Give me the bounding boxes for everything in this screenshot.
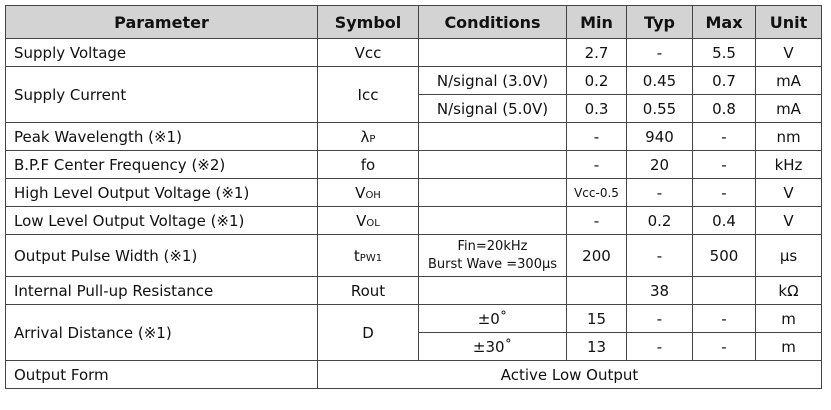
header-row	[6, 6, 822, 39]
spec-table	[5, 5, 822, 389]
table-row	[6, 277, 822, 305]
param-cell: B.P.F Center Frequency (※2)	[6, 151, 318, 179]
min-cell: -	[567, 151, 627, 179]
table-row	[6, 207, 822, 235]
unit-cell: nm	[756, 123, 822, 151]
symbol-cell: D	[318, 305, 419, 361]
symbol-cell	[318, 235, 419, 277]
table-row	[6, 67, 822, 95]
conditions-cell: ±0˚	[419, 305, 567, 333]
table-row	[6, 39, 822, 67]
param-cell: Peak Wavelength (※1)	[6, 123, 318, 151]
max-cell: 0.8	[693, 95, 756, 123]
typ-cell: -	[627, 235, 693, 277]
conditions-cell	[419, 277, 567, 305]
typ-cell: 0.2	[627, 207, 693, 235]
min-cell	[567, 277, 627, 305]
typ-cell: -	[627, 179, 693, 207]
output-form-value: Active Low Output	[318, 361, 822, 389]
conditions-cell	[419, 151, 567, 179]
min-cell: -	[567, 123, 627, 151]
typ-cell: -	[627, 305, 693, 333]
symbol-cell: fo	[318, 151, 419, 179]
symbol-main: V	[356, 211, 367, 230]
header-max: Max	[693, 6, 756, 39]
symbol-cell: Vcc	[318, 39, 419, 67]
conditions-cell	[419, 235, 567, 277]
param-cell: High Level Output Voltage (※1)	[6, 179, 318, 207]
symbol-main: V	[355, 183, 366, 202]
typ-cell: -	[627, 333, 693, 361]
unit-cell: m	[756, 305, 822, 333]
min-cell: -	[567, 207, 627, 235]
spec-table-container	[5, 5, 822, 389]
conditions-cell	[419, 179, 567, 207]
max-cell: -	[693, 179, 756, 207]
table-header	[6, 6, 822, 39]
symbol-main: t	[353, 246, 360, 265]
typ-cell: 940	[627, 123, 693, 151]
symbol-subscript: OH	[365, 189, 381, 201]
unit-cell: μs	[756, 235, 822, 277]
max-cell: 500	[693, 235, 756, 277]
min-cell: 2.7	[567, 39, 627, 67]
condition-line: Fin=20kHz	[457, 238, 528, 254]
conditions-cell	[419, 39, 567, 67]
header-unit: Unit	[756, 6, 822, 39]
typ-cell: 20	[627, 151, 693, 179]
symbol-cell: Icc	[318, 67, 419, 123]
param-cell: Low Level Output Voltage (※1)	[6, 207, 318, 235]
param-cell: Output Pulse Width (※1)	[6, 235, 318, 277]
typ-cell: 0.45	[627, 67, 693, 95]
max-cell: -	[693, 305, 756, 333]
max-cell: -	[693, 333, 756, 361]
typ-cell: -	[627, 39, 693, 67]
param-cell: Supply Current	[6, 67, 318, 123]
header-typ: Typ	[627, 6, 693, 39]
symbol-cell	[318, 123, 419, 151]
unit-cell: kΩ	[756, 277, 822, 305]
min-cell: 200	[567, 235, 627, 277]
max-cell	[693, 277, 756, 305]
unit-cell: mA	[756, 67, 822, 95]
symbol-subscript: OL	[366, 217, 380, 229]
param-cell: Output Form	[6, 361, 318, 389]
unit-cell: V	[756, 39, 822, 67]
table-row	[6, 305, 822, 333]
max-cell: 5.5	[693, 39, 756, 67]
table-row	[6, 235, 822, 277]
typ-cell: 38	[627, 277, 693, 305]
conditions-cell: ±30˚	[419, 333, 567, 361]
min-cell: 0.2	[567, 67, 627, 95]
header-symbol: Symbol	[318, 6, 419, 39]
min-cell: 13	[567, 333, 627, 361]
symbol-main: λ	[360, 127, 370, 146]
max-cell: 0.4	[693, 207, 756, 235]
conditions-cell	[419, 207, 567, 235]
param-cell: Arrival Distance (※1)	[6, 305, 318, 361]
table-body	[6, 39, 822, 389]
header-min: Min	[567, 6, 627, 39]
unit-cell: mA	[756, 95, 822, 123]
symbol-cell	[318, 207, 419, 235]
header-parameter: Parameter	[6, 6, 318, 39]
unit-cell: V	[756, 179, 822, 207]
table-row	[6, 151, 822, 179]
typ-cell: 0.55	[627, 95, 693, 123]
symbol-subscript: PW1	[359, 252, 383, 264]
symbol-subscript: P	[369, 133, 376, 145]
symbol-cell: Rout	[318, 277, 419, 305]
max-cell: -	[693, 151, 756, 179]
param-cell: Internal Pull-up Resistance	[6, 277, 318, 305]
min-cell: 15	[567, 305, 627, 333]
header-conditions: Conditions	[419, 6, 567, 39]
max-cell: -	[693, 123, 756, 151]
table-row	[6, 361, 822, 389]
unit-cell: kHz	[756, 151, 822, 179]
param-cell: Supply Voltage	[6, 39, 318, 67]
unit-cell: m	[756, 333, 822, 361]
conditions-cell: N/signal (3.0V)	[419, 67, 567, 95]
min-cell: 0.3	[567, 95, 627, 123]
conditions-cell: N/signal (5.0V)	[419, 95, 567, 123]
conditions-cell	[419, 123, 567, 151]
condition-line: Burst Wave =300μs	[427, 256, 558, 272]
unit-cell: V	[756, 207, 822, 235]
table-row	[6, 179, 822, 207]
min-cell: Vcc-0.5	[567, 179, 627, 207]
max-cell: 0.7	[693, 67, 756, 95]
table-row	[6, 123, 822, 151]
symbol-cell	[318, 179, 419, 207]
